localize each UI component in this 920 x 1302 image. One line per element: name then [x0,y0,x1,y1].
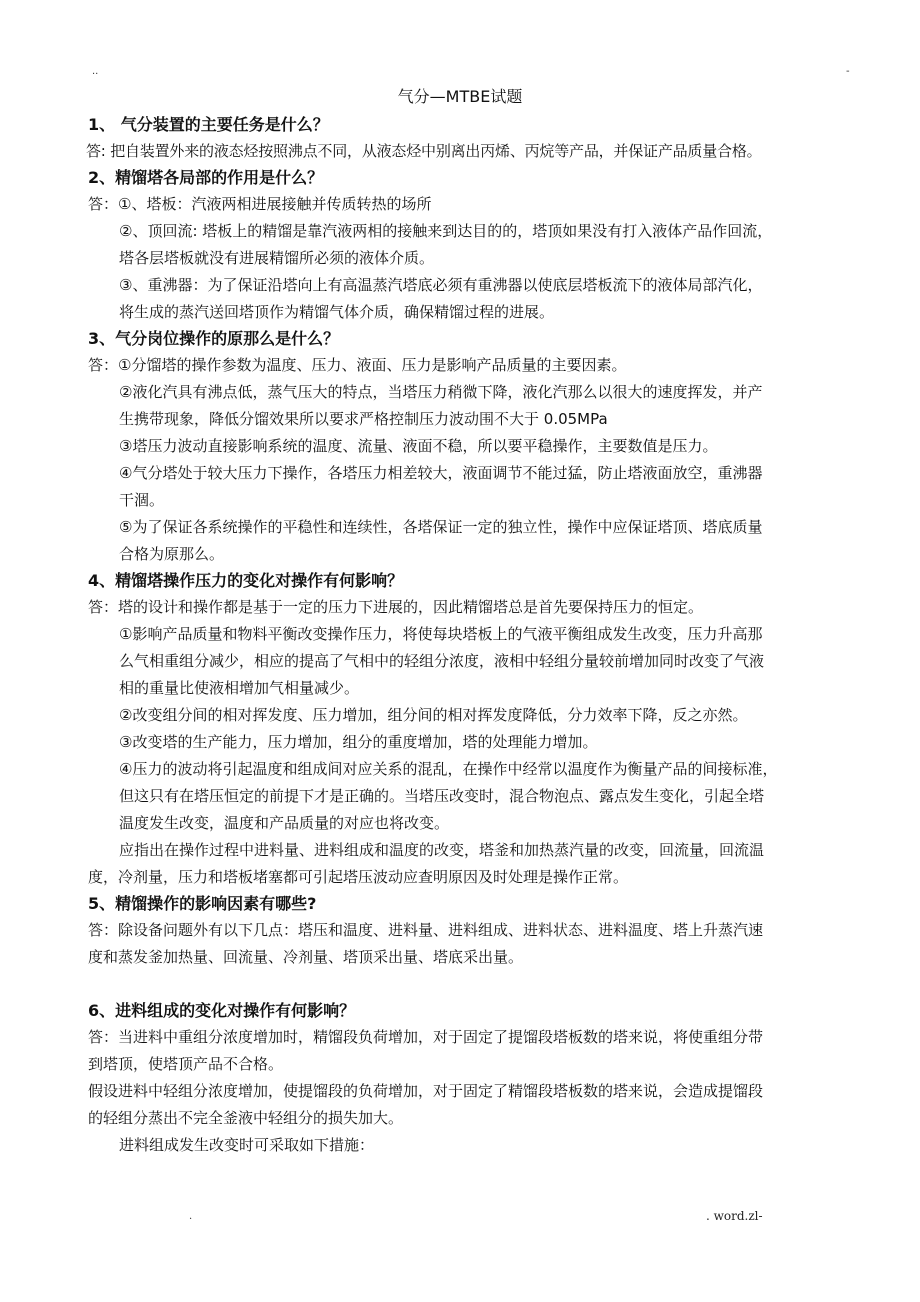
answer-line: 么气相重组分减少，相应的提高了气相中的轻组分浓度，液相中轻组分量较前增加同时改变了气液 [119,652,765,670]
answer-line: 应指出在操作过程中进料量、进料组成和温度的改变，塔釜和加热蒸汽量的改变，回流量，回流温 [119,841,765,859]
header-right-mark: - [846,66,850,77]
answer-line: 答：当进料中重组分浓度增加时，精馏段负荷增加，对于固定了提馏段塔板数的塔来说，将使重组分带 [88,1028,764,1046]
question-heading: 4、精馏塔操作压力的变化对操作有何影响？ [88,571,404,590]
answer-line: 度和蒸发釜加热量、回流量、冷剂量、塔顶采出量、塔底采出量。 [88,948,524,966]
answer-line: 将生成的蒸汽送回塔顶作为精馏气体介质，确保精馏过程的进展。 [119,303,555,321]
answer-line: ④气分塔处于较大压力下操作，各塔压力相差较大，液面调节不能过猛，防止塔液面放空，重沸器 [119,464,763,482]
answer-line: ②、顶回流: 塔板上的精馏是靠汽液两相的接触来到达目的的，塔顶如果没有打入液体产品作回流， [119,222,773,240]
footer-left-mark: . [189,1211,193,1222]
answer-line: 进料组成发生改变时可采取如下措施： [119,1136,375,1154]
answer-line: 的轻组分蒸出不完全釜液中轻组分的损失加大。 [88,1109,404,1127]
answer-line: ③塔压力波动直接影响系统的温度、流量、液面不稳，所以要平稳操作，主要数值是压力。 [119,437,718,455]
answer-line: 答: 把自装置外来的液态烃按照沸点不同，从液态烃中别离出丙烯、丙烷等产品，并保证产品质量合格。 [86,142,762,160]
answer-line: ⑤为了保证各系统操作的平稳性和连续性，各塔保证一定的独立性，操作中应保证塔顶、塔底质量 [119,518,763,536]
answer-line: 答：塔的设计和操作都是基于一定的压力下进展的，因此精馏塔总是首先要保持压力的恒定。 [88,598,704,616]
answer-line: 答：除设备问题外有以下几点：塔压和温度、进料量、进料组成、进料状态、进料温度、塔上升蒸汽速 [88,921,764,939]
question-heading: 2、精馏塔各局部的作用是什么？ [88,168,324,187]
answer-line: ①影响产品质量和物料平衡改变操作压力，将使每块塔板上的气液平衡组成发生改变，压力升高那 [119,625,763,643]
answer-line: 生携带现象，降低分馏效果所以要求严格控制压力波动围不大于 0.05MPa [119,410,608,428]
answer-line: 假设进料中轻组分浓度增加，使提馏段的负荷增加，对于固定了精馏段塔板数的塔来说，会造成提馏段 [88,1082,764,1100]
answer-line: ②液化汽具有沸点低，蒸气压大的特点，当塔压力稍微下降，液化汽那么以很大的速度挥发，并产 [119,383,763,401]
answer-line: 答：①分馏塔的操作参数为温度、压力、液面、压力是影响产品质量的主要因素。 [88,356,627,374]
question-heading: 3、气分岗位操作的原那么是什么？ [88,329,340,348]
header-left-mark: .. [92,66,99,77]
answer-line: 合格为原那么。 [119,545,225,563]
answer-line: 答：①、塔板：汽液两相进展接触并传质转热的场所 [88,195,432,213]
answer-line: 但这只有在塔压恒定的前提下才是正确的。当塔压改变时，混合物泡点、露点发生变化，引起全塔 [119,787,765,805]
blank-line [88,971,860,998]
answer-line: ②改变组分间的相对挥发度、压力增加，组分间的相对挥发度降低，分力效率下降，反之亦然。 [119,706,748,724]
question-heading: 1、 气分装置的主要任务是什么？ [88,115,329,134]
document-title: 气分—MTBE试题 [397,87,523,106]
footer-watermark-text: . word.zl- [706,1209,763,1223]
question-heading: 5、精馏操作的影响因素有哪些? [88,894,317,913]
answer-line: 温度发生改变，温度和产品质量的对应也将改变。 [119,814,450,832]
question-heading: 6、进料组成的变化对操作有何影响？ [88,1001,356,1020]
answer-line: ③、重沸器：为了保证沿塔向上有高温蒸汽塔底必须有重沸器以使底层塔板流下的液体局部汽化， [119,276,763,294]
answer-line: 塔各层塔板就没有进展精馏所必须的液体介质。 [119,249,435,267]
answer-line: 度，冷剂量，压力和塔板堵塞都可引起塔压波动应查明原因及时处理是操作正常。 [88,868,629,886]
answer-line: 干涸。 [119,491,165,509]
answer-line: ④压力的波动将引起温度和组成间对应关系的混乱，在操作中经常以温度作为衡量产品的间接标准， [119,760,778,778]
document-body [88,112,860,1159]
answer-line: 相的重量比使液相增加气相量减少。 [119,679,360,697]
answer-line: 到塔顶，使塔顶产品不合格。 [88,1055,284,1073]
answer-line: ③改变塔的生产能力，压力增加，组分的重度增加，塔的处理能力增加。 [119,733,598,751]
